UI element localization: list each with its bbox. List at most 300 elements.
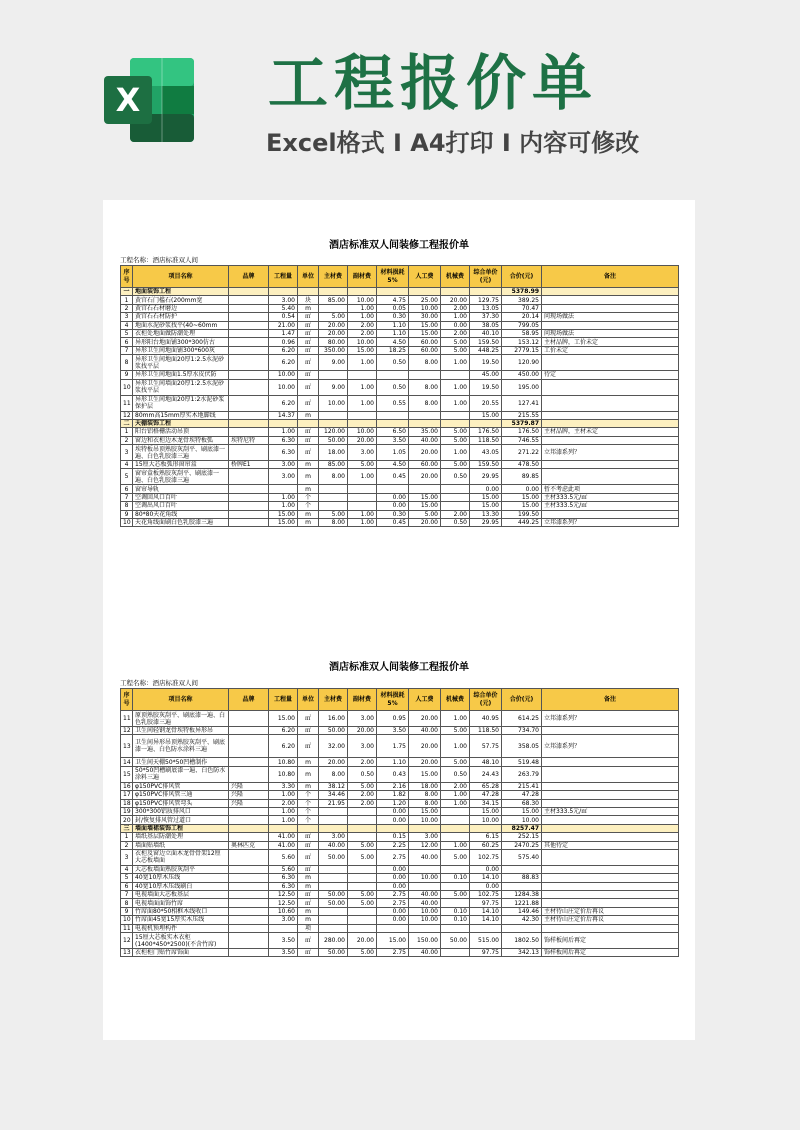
cell-total-price: 127.41 bbox=[502, 395, 542, 411]
cell-labor: 10.00 bbox=[409, 907, 441, 915]
cell-total-price: 8257.47 bbox=[502, 824, 542, 832]
cell-item-name: 空调回风口百叶 bbox=[133, 493, 229, 501]
page-title: 工程报价单 bbox=[268, 49, 598, 119]
cell-remark: 主材品牌，主材未定 bbox=[542, 428, 679, 436]
cell-main-material bbox=[319, 485, 348, 493]
table-row bbox=[121, 907, 679, 915]
cell-material-loss: 1.05 bbox=[377, 445, 409, 461]
cell-machinery: 1.00 bbox=[441, 791, 470, 799]
cell-total-price: 799.05 bbox=[502, 321, 542, 329]
cell-unit-price: 14.10 bbox=[470, 874, 502, 882]
table-row bbox=[121, 711, 679, 727]
cell-machinery: 0.50 bbox=[441, 469, 470, 485]
cell-machinery bbox=[441, 949, 470, 957]
cell-aux-material: 1.00 bbox=[348, 519, 377, 527]
cell-seq: 12 bbox=[121, 411, 133, 419]
cell-quantity: 1.00 bbox=[269, 807, 298, 815]
cell-labor: 5.00 bbox=[409, 510, 441, 518]
cell-remark: 主材333.5元/㎡ bbox=[542, 493, 679, 501]
page-subtitle: Excel格式 I A4打印 I 内容可修改 bbox=[266, 129, 640, 157]
cell-labor: 10.00 bbox=[409, 816, 441, 824]
cell-main-material: 280.00 bbox=[319, 933, 348, 949]
cell-remark: 工价未定 bbox=[542, 346, 679, 354]
cell-remark bbox=[542, 321, 679, 329]
cell-unit: ㎡ bbox=[298, 321, 319, 329]
cell-brand: 兴隆 bbox=[229, 799, 269, 807]
cell-machinery bbox=[441, 493, 470, 501]
cell-main-material: 3.00 bbox=[319, 833, 348, 841]
cell-unit: m bbox=[298, 519, 319, 527]
cell-unit-price: 60.25 bbox=[470, 841, 502, 849]
table-row bbox=[121, 899, 679, 907]
cell-machinery: 1.00 bbox=[441, 355, 470, 371]
cell-remark: 饰样板间后再定 bbox=[542, 949, 679, 957]
table-row bbox=[121, 916, 679, 924]
cell-item-name: 异形卫生间地面铺300*600灰 bbox=[133, 346, 229, 354]
cell-quantity bbox=[269, 824, 298, 832]
table-row bbox=[121, 807, 679, 815]
project-name-label: 工程名称：酒店标准双人间 bbox=[120, 256, 198, 264]
cell-quantity: 14.37 bbox=[269, 411, 298, 419]
cell-material-loss: 0.43 bbox=[377, 766, 409, 782]
cell-item-name: 黄宫石门槛石(200mm宽 bbox=[133, 296, 229, 304]
cell-main-material bbox=[319, 907, 348, 915]
cell-material-loss: 0.00 bbox=[377, 916, 409, 924]
cell-total-price: 2470.25 bbox=[502, 841, 542, 849]
cell-remark: 主材待山庄定价后再议 bbox=[542, 907, 679, 915]
cell-machinery bbox=[441, 899, 470, 907]
cell-main-material: 38.12 bbox=[319, 782, 348, 790]
cell-seq: 1 bbox=[121, 428, 133, 436]
cell-brand bbox=[229, 766, 269, 782]
cell-material-loss: 3.50 bbox=[377, 727, 409, 735]
column-header-unit: 单位 bbox=[298, 689, 319, 711]
cell-material-loss: 0.45 bbox=[377, 519, 409, 527]
cell-item-name: 15厘大芯板弧形窗帘盒 bbox=[133, 461, 229, 469]
cell-seq: 12 bbox=[121, 727, 133, 735]
cell-aux-material: 3.00 bbox=[348, 711, 377, 727]
cell-main-material bbox=[319, 924, 348, 932]
cell-seq: 3 bbox=[121, 313, 133, 321]
cell-brand bbox=[229, 395, 269, 411]
cell-material-loss: 1.82 bbox=[377, 791, 409, 799]
table-row bbox=[121, 436, 679, 444]
cell-brand bbox=[229, 865, 269, 873]
svg-text:X: X bbox=[115, 81, 141, 119]
cell-brand bbox=[229, 874, 269, 882]
cell-item-name: 墙面贴墙纸 bbox=[133, 841, 229, 849]
cell-total-price: 215.41 bbox=[502, 782, 542, 790]
cell-item-name: 衣柜处地面做防潮处理 bbox=[133, 329, 229, 337]
cell-seq: 3 bbox=[121, 445, 133, 461]
cell-item-name: 黄宫石石材防护 bbox=[133, 313, 229, 321]
cell-labor bbox=[409, 865, 441, 873]
cell-quantity: 6.30 bbox=[269, 874, 298, 882]
cell-remark bbox=[542, 296, 679, 304]
table-row bbox=[121, 321, 679, 329]
cell-brand bbox=[229, 502, 269, 510]
cell-item-name: 大芯板墙面熟胶灰刮平 bbox=[133, 865, 229, 873]
cell-labor bbox=[409, 419, 441, 427]
cell-aux-material: 10.00 bbox=[348, 428, 377, 436]
cell-unit: m bbox=[298, 907, 319, 915]
cell-brand: 桥牌E1 bbox=[229, 461, 269, 469]
sheet-title: 酒店标准双人间装修工程报价单 bbox=[329, 240, 469, 251]
cell-labor bbox=[409, 924, 441, 932]
cell-unit-price: 14.10 bbox=[470, 907, 502, 915]
cell-aux-material: 15.00 bbox=[348, 346, 377, 354]
cell-material-loss: 2.16 bbox=[377, 782, 409, 790]
cell-aux-material bbox=[348, 502, 377, 510]
cell-total-price: 614.25 bbox=[502, 711, 542, 727]
cell-labor: 8.00 bbox=[409, 355, 441, 371]
cell-item-name: 电视墙面面饰竹席 bbox=[133, 899, 229, 907]
cell-unit: ㎡ bbox=[298, 338, 319, 346]
cell-unit: 个 bbox=[298, 791, 319, 799]
cell-main-material: 50.00 bbox=[319, 727, 348, 735]
table-row bbox=[121, 782, 679, 790]
column-header-labor: 人工费 bbox=[409, 266, 441, 288]
cell-quantity: 1.00 bbox=[269, 816, 298, 824]
cell-brand bbox=[229, 428, 269, 436]
cell-material-loss: 2.75 bbox=[377, 849, 409, 865]
cell-unit: ㎡ bbox=[298, 899, 319, 907]
table-row bbox=[121, 924, 679, 932]
cell-quantity: 10.80 bbox=[269, 758, 298, 766]
table-row bbox=[121, 485, 679, 493]
cell-unit: ㎡ bbox=[298, 313, 319, 321]
table-row bbox=[121, 445, 679, 461]
cell-machinery bbox=[441, 288, 470, 296]
cell-item-name: 墙面墙裙装饰工程 bbox=[133, 824, 229, 832]
cell-machinery: 0.10 bbox=[441, 874, 470, 882]
cell-material-loss: 1.75 bbox=[377, 735, 409, 758]
cell-machinery bbox=[441, 419, 470, 427]
cell-brand bbox=[229, 371, 269, 379]
table-row bbox=[121, 727, 679, 735]
cell-seq: 3 bbox=[121, 849, 133, 865]
cell-quantity: 3.30 bbox=[269, 782, 298, 790]
cell-unit: ㎡ bbox=[298, 355, 319, 371]
cell-machinery bbox=[441, 924, 470, 932]
cell-unit: ㎡ bbox=[298, 735, 319, 758]
table-row bbox=[121, 395, 679, 411]
cell-unit: m bbox=[298, 510, 319, 518]
cell-machinery: 1.00 bbox=[441, 735, 470, 758]
cell-item-name: 异形卫生间地面20厚1:2.5水泥砂浆找平层 bbox=[133, 355, 229, 371]
cell-quantity: 41.00 bbox=[269, 833, 298, 841]
cell-main-material: 50.00 bbox=[319, 949, 348, 957]
table-header-row bbox=[121, 689, 679, 711]
cell-unit-price bbox=[470, 419, 502, 427]
cell-unit: ㎡ bbox=[298, 436, 319, 444]
cell-labor bbox=[409, 824, 441, 832]
cell-unit: 个 bbox=[298, 807, 319, 815]
cell-aux-material: 20.00 bbox=[348, 727, 377, 735]
cell-brand: 埃特尼特 bbox=[229, 436, 269, 444]
cell-seq: 8 bbox=[121, 899, 133, 907]
table-row bbox=[121, 874, 679, 882]
cell-quantity: 1.00 bbox=[269, 428, 298, 436]
cell-unit-price bbox=[470, 924, 502, 932]
column-header-quantity: 工程量 bbox=[269, 689, 298, 711]
cell-quantity: 15.00 bbox=[269, 510, 298, 518]
table-row bbox=[121, 758, 679, 766]
cell-unit: ㎡ bbox=[298, 371, 319, 379]
cell-aux-material: 1.00 bbox=[348, 379, 377, 395]
cell-material-loss: 0.50 bbox=[377, 379, 409, 395]
cell-seq: 5 bbox=[121, 469, 133, 485]
cell-item-name: 40宽10厚木压线 bbox=[133, 874, 229, 882]
cell-remark bbox=[542, 865, 679, 873]
cell-seq: 20 bbox=[121, 816, 133, 824]
cell-material-loss: 2.25 bbox=[377, 841, 409, 849]
cell-machinery bbox=[441, 816, 470, 824]
table-row bbox=[121, 833, 679, 841]
table-header-row bbox=[121, 266, 679, 288]
column-header-item-name: 项目名称 bbox=[133, 266, 229, 288]
cell-quantity: 1.00 bbox=[269, 791, 298, 799]
cell-machinery bbox=[441, 882, 470, 890]
column-header-unit: 单位 bbox=[298, 266, 319, 288]
cell-labor: 10.00 bbox=[409, 916, 441, 924]
cell-brand bbox=[229, 346, 269, 354]
cell-brand bbox=[229, 355, 269, 371]
cell-brand: 奥林匹克 bbox=[229, 841, 269, 849]
cell-aux-material: 2.00 bbox=[348, 321, 377, 329]
project-name-label: 工程名称：酒店标准双人间 bbox=[120, 679, 198, 687]
table-row bbox=[121, 891, 679, 899]
cell-machinery bbox=[441, 411, 470, 419]
cell-total-price: 47.28 bbox=[502, 791, 542, 799]
cell-item-name: 异形卫生间地面1.5厚水皮伏防 bbox=[133, 371, 229, 379]
cell-main-material bbox=[319, 304, 348, 312]
cell-total-price bbox=[502, 882, 542, 890]
cell-unit-price: 159.50 bbox=[470, 338, 502, 346]
cell-remark: 问现场做法 bbox=[542, 313, 679, 321]
cell-brand bbox=[229, 519, 269, 527]
cell-material-loss: 0.45 bbox=[377, 469, 409, 485]
cell-remark bbox=[542, 419, 679, 427]
cell-unit-price: 13.30 bbox=[470, 510, 502, 518]
cell-machinery: 1.00 bbox=[441, 313, 470, 321]
cell-remark bbox=[542, 727, 679, 735]
cell-quantity bbox=[269, 419, 298, 427]
cell-labor: 60.00 bbox=[409, 338, 441, 346]
column-header-remark: 备注 bbox=[542, 689, 679, 711]
cell-unit: ㎡ bbox=[298, 428, 319, 436]
cell-total-price: 195.00 bbox=[502, 379, 542, 395]
cell-unit-price: 29.95 bbox=[470, 469, 502, 485]
cell-machinery: 1.00 bbox=[441, 395, 470, 411]
cell-machinery: 5.00 bbox=[441, 891, 470, 899]
cell-unit-price bbox=[470, 288, 502, 296]
cell-unit: ㎡ bbox=[298, 727, 319, 735]
cell-aux-material bbox=[348, 833, 377, 841]
cell-unit: ㎡ bbox=[298, 711, 319, 727]
column-header-material-loss: 材料损耗5% bbox=[377, 689, 409, 711]
cell-labor: 60.00 bbox=[409, 346, 441, 354]
cell-unit-price: 118.50 bbox=[470, 727, 502, 735]
table-row bbox=[121, 865, 679, 873]
cell-machinery: 2.00 bbox=[441, 510, 470, 518]
cell-labor: 8.00 bbox=[409, 799, 441, 807]
cell-remark: 其他待定 bbox=[542, 841, 679, 849]
cell-machinery bbox=[441, 502, 470, 510]
cell-main-material bbox=[319, 493, 348, 501]
cell-item-name: 40宽10厚木压线刷白 bbox=[133, 882, 229, 890]
cell-labor: 40.00 bbox=[409, 899, 441, 907]
cell-main-material bbox=[319, 371, 348, 379]
cell-main-material bbox=[319, 502, 348, 510]
cell-quantity bbox=[269, 924, 298, 932]
cell-aux-material: 1.00 bbox=[348, 469, 377, 485]
cell-seq: 4 bbox=[121, 461, 133, 469]
cell-labor: 40.00 bbox=[409, 436, 441, 444]
cell-total-price: 153.12 bbox=[502, 338, 542, 346]
cell-unit: 个 bbox=[298, 493, 319, 501]
cell-remark bbox=[542, 304, 679, 312]
cell-aux-material bbox=[348, 816, 377, 824]
cell-main-material: 5.00 bbox=[319, 510, 348, 518]
cell-item-name: 异形阳台地面铺300*300仿古 bbox=[133, 338, 229, 346]
cell-unit: m bbox=[298, 411, 319, 419]
cell-unit: m bbox=[298, 882, 319, 890]
cell-unit: m bbox=[298, 758, 319, 766]
cell-aux-material: 2.00 bbox=[348, 758, 377, 766]
column-header-aux-material: 副材费 bbox=[348, 689, 377, 711]
cell-item-name: 封/恢复排风管过道口 bbox=[133, 816, 229, 824]
table-row bbox=[121, 346, 679, 354]
cell-machinery: 5.00 bbox=[441, 849, 470, 865]
cell-item-name: 窗帘导轨 bbox=[133, 485, 229, 493]
column-header-machinery: 机械费 bbox=[441, 689, 470, 711]
table-row bbox=[121, 849, 679, 865]
cell-unit-price: 15.00 bbox=[470, 493, 502, 501]
cell-unit: m bbox=[298, 485, 319, 493]
cell-seq: 2 bbox=[121, 304, 133, 312]
cell-material-loss: 2.75 bbox=[377, 899, 409, 907]
cell-aux-material: 5.00 bbox=[348, 849, 377, 865]
cell-unit: 个 bbox=[298, 502, 319, 510]
cell-unit-price: 102.75 bbox=[470, 891, 502, 899]
cell-total-price: 176.50 bbox=[502, 428, 542, 436]
cell-material-loss: 2.75 bbox=[377, 891, 409, 899]
cell-main-material: 8.00 bbox=[319, 519, 348, 527]
cell-unit-price: 38.05 bbox=[470, 321, 502, 329]
table-row bbox=[121, 355, 679, 371]
cell-unit-price: 34.15 bbox=[470, 799, 502, 807]
table-row bbox=[121, 329, 679, 337]
cell-seq: 5 bbox=[121, 329, 133, 337]
table-row bbox=[121, 519, 679, 527]
cell-brand bbox=[229, 510, 269, 518]
cell-material-loss bbox=[377, 371, 409, 379]
column-header-remark: 备注 bbox=[542, 266, 679, 288]
cell-unit-price: 448.25 bbox=[470, 346, 502, 354]
cell-material-loss: 4.75 bbox=[377, 296, 409, 304]
cell-quantity: 5.40 bbox=[269, 304, 298, 312]
cell-labor: 30.00 bbox=[409, 313, 441, 321]
cell-material-loss: 1.10 bbox=[377, 329, 409, 337]
cell-unit: ㎡ bbox=[298, 379, 319, 395]
cell-machinery: 0.10 bbox=[441, 916, 470, 924]
cell-remark bbox=[542, 379, 679, 395]
table-row bbox=[121, 791, 679, 799]
cell-material-loss: 1.20 bbox=[377, 799, 409, 807]
cell-machinery: 5.00 bbox=[441, 338, 470, 346]
cell-unit: ㎡ bbox=[298, 329, 319, 337]
cell-brand bbox=[229, 933, 269, 949]
cell-quantity: 5.60 bbox=[269, 865, 298, 873]
table-row bbox=[121, 338, 679, 346]
column-header-brand: 品牌 bbox=[229, 266, 269, 288]
cell-quantity: 6.20 bbox=[269, 355, 298, 371]
cell-unit-price: 0.00 bbox=[470, 485, 502, 493]
cell-seq: 13 bbox=[121, 949, 133, 957]
cell-quantity: 3.50 bbox=[269, 949, 298, 957]
cell-total-price: 449.25 bbox=[502, 519, 542, 527]
cell-remark bbox=[542, 469, 679, 485]
table-row bbox=[121, 735, 679, 758]
cell-main-material: 9.00 bbox=[319, 355, 348, 371]
cell-seq: 15 bbox=[121, 766, 133, 782]
table-row bbox=[121, 799, 679, 807]
cell-material-loss: 0.05 bbox=[377, 304, 409, 312]
cell-quantity: 10.00 bbox=[269, 371, 298, 379]
cell-total-price: 2779.15 bbox=[502, 346, 542, 354]
table-row bbox=[121, 469, 679, 485]
cell-aux-material bbox=[348, 907, 377, 915]
cell-brand bbox=[229, 727, 269, 735]
cell-seq: 4 bbox=[121, 865, 133, 873]
cell-material-loss: 0.50 bbox=[377, 355, 409, 371]
cell-machinery: 2.00 bbox=[441, 329, 470, 337]
cell-main-material bbox=[319, 419, 348, 427]
column-header-seq: 序号 bbox=[121, 689, 133, 711]
cell-unit: m bbox=[298, 461, 319, 469]
cell-main-material: 20.00 bbox=[319, 321, 348, 329]
cell-item-name: 50*50凹槽刷底漆一遍、白色防水涂料三遍 bbox=[133, 766, 229, 782]
cell-total-price: 519.48 bbox=[502, 758, 542, 766]
cell-main-material bbox=[319, 874, 348, 882]
cell-quantity bbox=[269, 288, 298, 296]
cell-material-loss bbox=[377, 288, 409, 296]
cell-machinery: 5.00 bbox=[441, 727, 470, 735]
cell-main-material: 5.00 bbox=[319, 313, 348, 321]
cell-quantity: 10.80 bbox=[269, 766, 298, 782]
cell-total-price: 68.30 bbox=[502, 799, 542, 807]
cell-unit-price bbox=[470, 824, 502, 832]
cell-brand bbox=[229, 807, 269, 815]
cell-main-material: 10.00 bbox=[319, 395, 348, 411]
column-header-unit-price: 综合单价(元) bbox=[470, 689, 502, 711]
cell-remark bbox=[542, 791, 679, 799]
cell-remark bbox=[542, 824, 679, 832]
cell-remark: 主材333.5元/㎡ bbox=[542, 807, 679, 815]
cell-material-loss: 4.50 bbox=[377, 338, 409, 346]
cell-brand bbox=[229, 816, 269, 824]
cell-quantity: 12.50 bbox=[269, 899, 298, 907]
cell-seq: 2 bbox=[121, 841, 133, 849]
cell-remark bbox=[542, 899, 679, 907]
cell-unit: 个 bbox=[298, 799, 319, 807]
cell-quantity: 1.47 bbox=[269, 329, 298, 337]
cell-remark bbox=[542, 882, 679, 890]
cell-unit-price: 19.50 bbox=[470, 355, 502, 371]
cell-remark bbox=[542, 288, 679, 296]
quote-sheet-1 bbox=[103, 200, 695, 612]
